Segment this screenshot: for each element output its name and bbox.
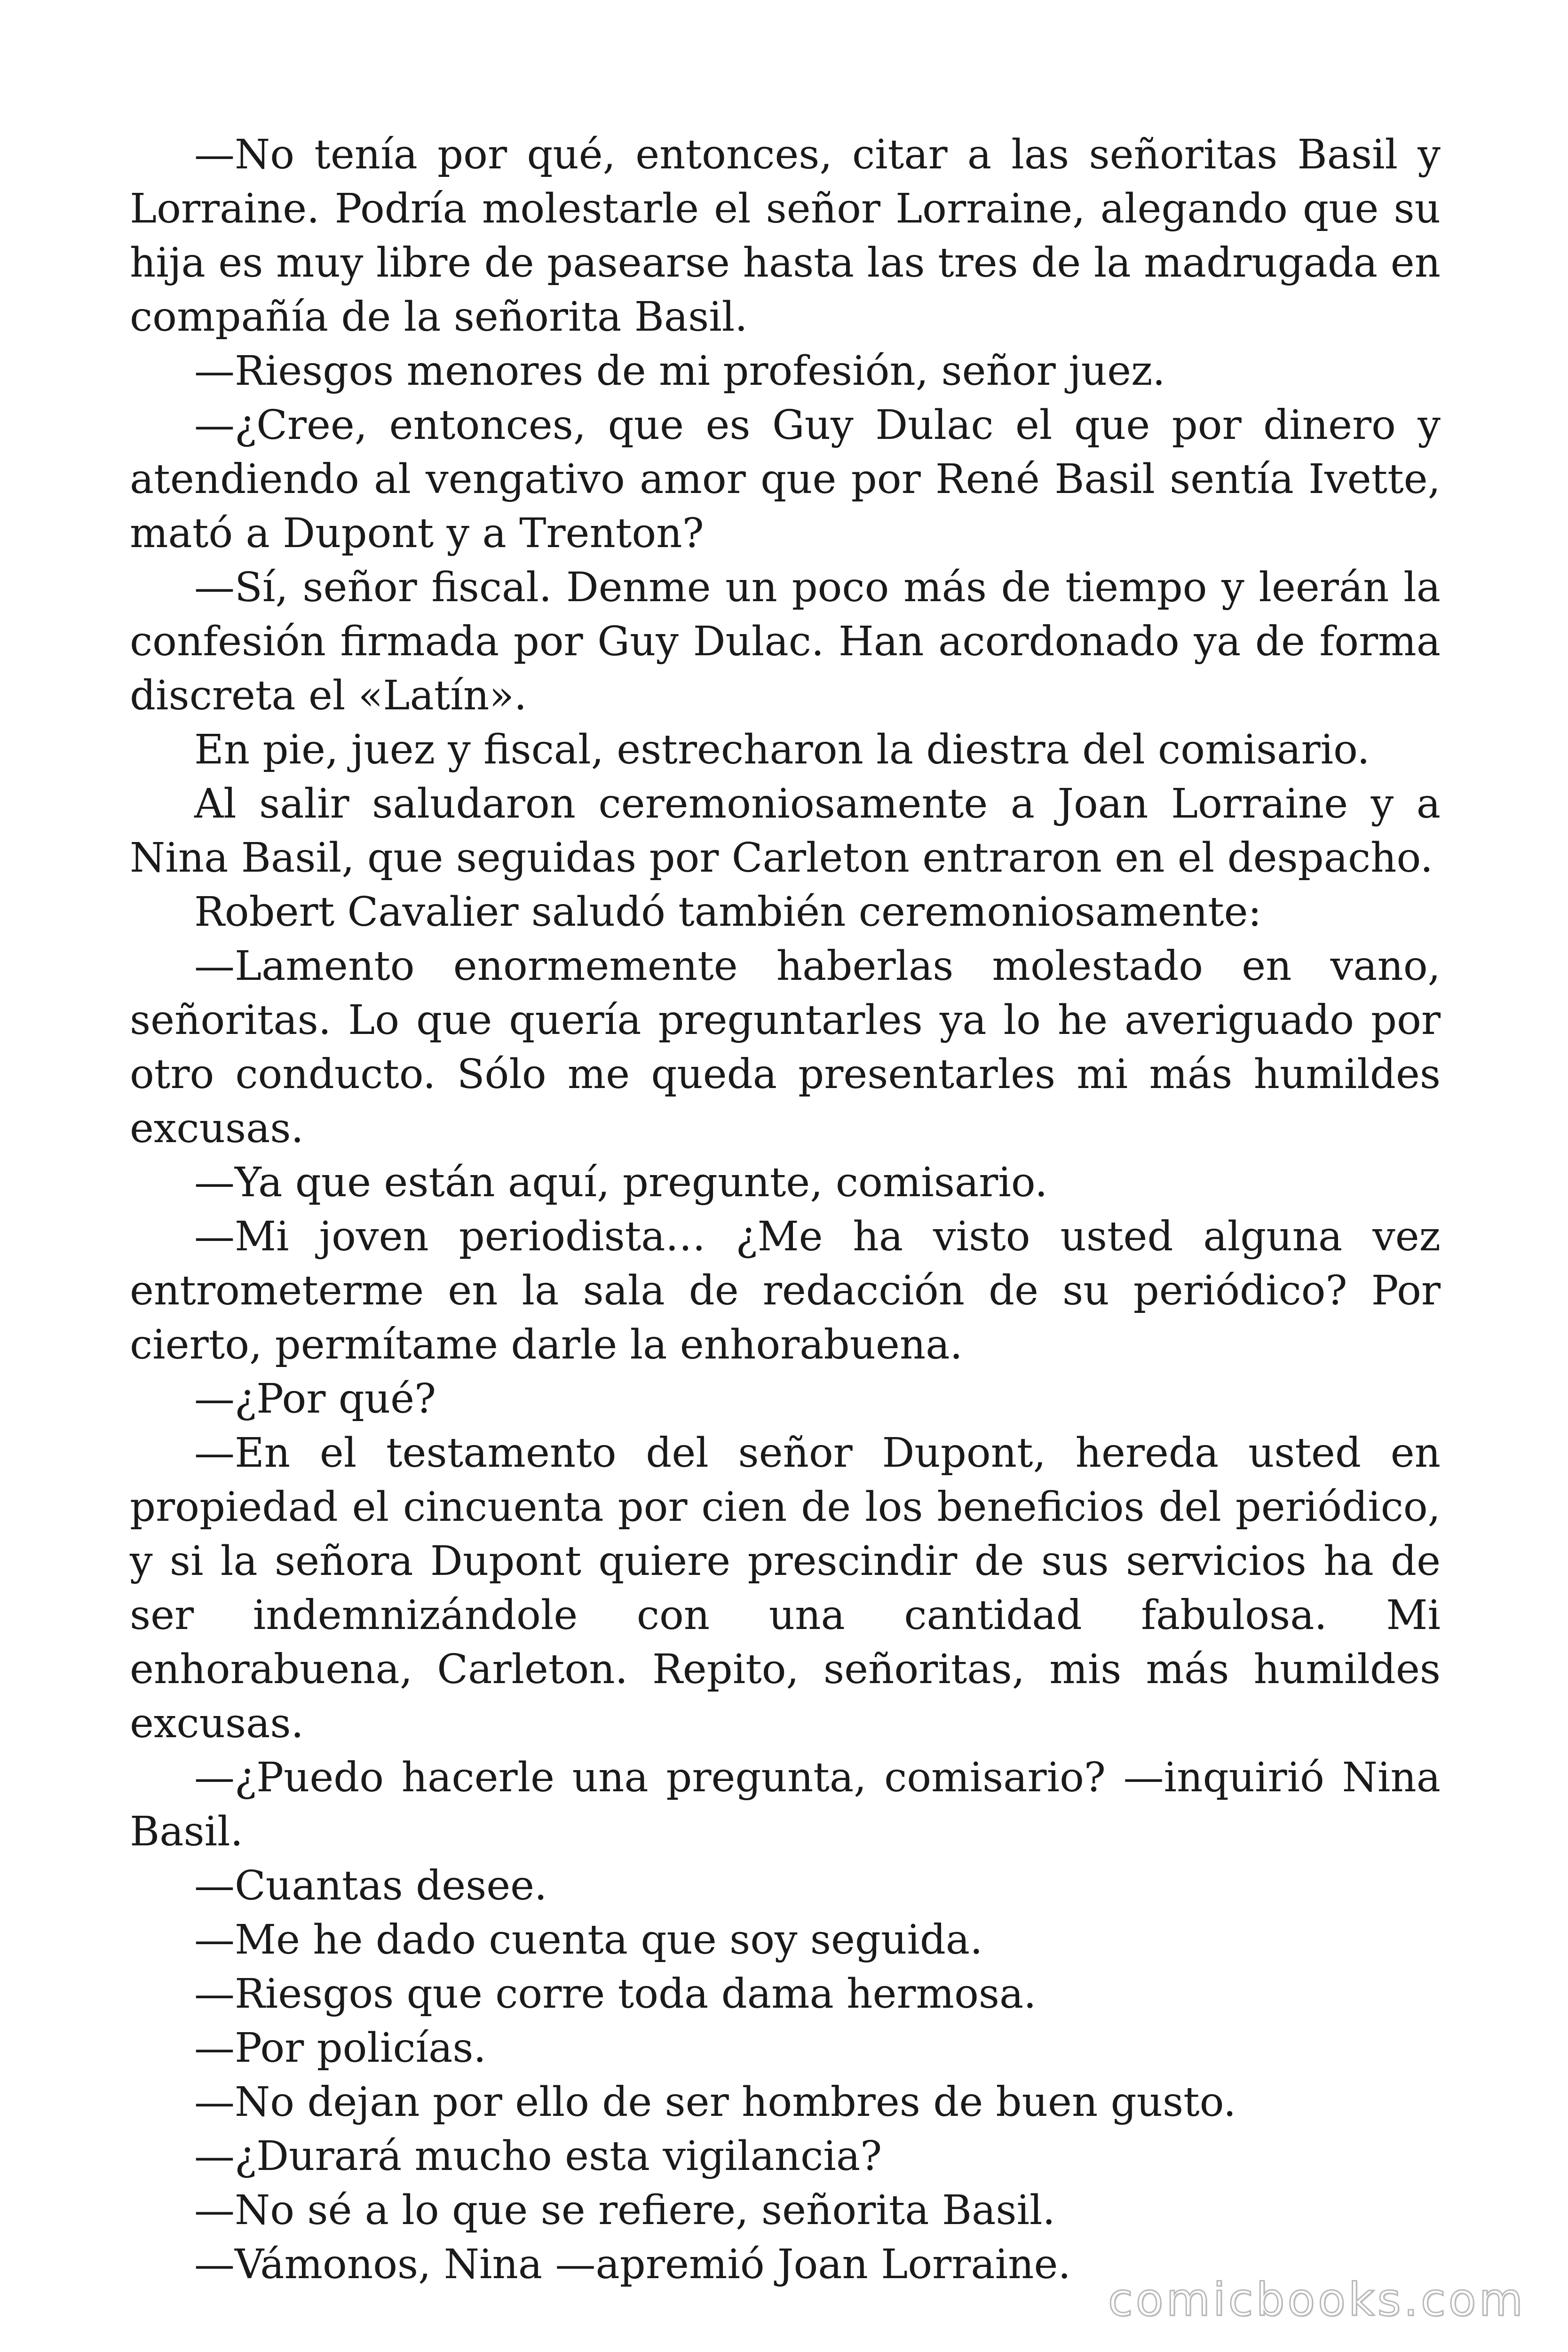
- watermark: comicbooks.com: [1108, 2273, 1526, 2326]
- paragraph: —Lamento enormemente haberlas molestado en vano, señoritas. Lo que quería preguntarles ya lo he averiguado por otro conducto. Sólo me queda presentarles mi más humildes excusas.: [130, 943, 1441, 1152]
- paragraph: —En el testamento del señor Dupont, hereda usted en propiedad el cincuenta por cien de los beneficios del periódico, y si la señora Dupont quiere prescindir de sus servicios ha de ser indemnizándole con una cantidad fabulosa. Mi enhorabuena, Carleton. Repito, señoritas, mis más humildes excusas.: [130, 1430, 1441, 1747]
- paragraph: —Riesgos que corre toda dama hermosa.: [194, 1971, 1037, 2018]
- paragraph: —Mi joven periodista… ¿Me ha visto usted alguna vez entrometerme en la sala de redacción de su periódico? Por cierto, permítame darle la enhorabuena.: [130, 1213, 1441, 1368]
- paragraph: —No dejan por ello de ser hombres de buen gusto.: [194, 2079, 1236, 2126]
- paragraph: —Por policías.: [194, 2025, 486, 2072]
- paragraph: —No tenía por qué, entonces, citar a las señoritas Basil y Lorraine. Podría molestarle el señor Lorraine, alegando que su hija es muy libre de pasearse hasta las tres de la madrugada en compañía de la señorita Basil.: [130, 131, 1441, 341]
- paragraph: Al salir saludaron ceremoniosamente a Joan Lorraine y a Nina Basil, que seguidas por Carleton entraron en el despacho.: [130, 780, 1441, 882]
- paragraph: —Sí, señor fiscal. Denme un poco más de tiempo y leerán la confesión firmada por Guy Dulac. Han acordonado ya de forma discreta el «Latín».: [130, 564, 1441, 719]
- paragraph: —¿Puedo hacerle una pregunta, comisario? —inquirió Nina Basil.: [130, 1754, 1441, 1855]
- paragraph: —Riesgos menores de mi profesión, señor juez.: [194, 348, 1165, 395]
- paragraph: Robert Cavalier saludó también ceremoniosamente:: [194, 889, 1262, 936]
- paragraph: —¿Durará mucho esta vigilancia?: [194, 2133, 882, 2180]
- page-text: [130, 128, 1441, 2292]
- paragraph: —Vámonos, Nina —apremió Joan Lorraine.: [194, 2241, 1071, 2288]
- paragraph: —¿Por qué?: [194, 1375, 436, 1422]
- paragraph: —Cuantas desee.: [194, 1862, 547, 1909]
- paragraph: En pie, juez y fiscal, estrecharon la diestra del comisario.: [194, 726, 1370, 773]
- paragraph: —Me he dado cuenta que soy seguida.: [194, 1916, 983, 1963]
- paragraph: —No sé a lo que se refiere, señorita Basil.: [194, 2187, 1055, 2234]
- paragraph: —Ya que están aquí, pregunte, comisario.: [194, 1159, 1048, 1206]
- paragraph: —¿Cree, entonces, que es Guy Dulac el que por dinero y atendiendo al vengativo amor que por René Basil sentía Ivette, mató a Dupont y a Trenton?: [130, 402, 1441, 557]
